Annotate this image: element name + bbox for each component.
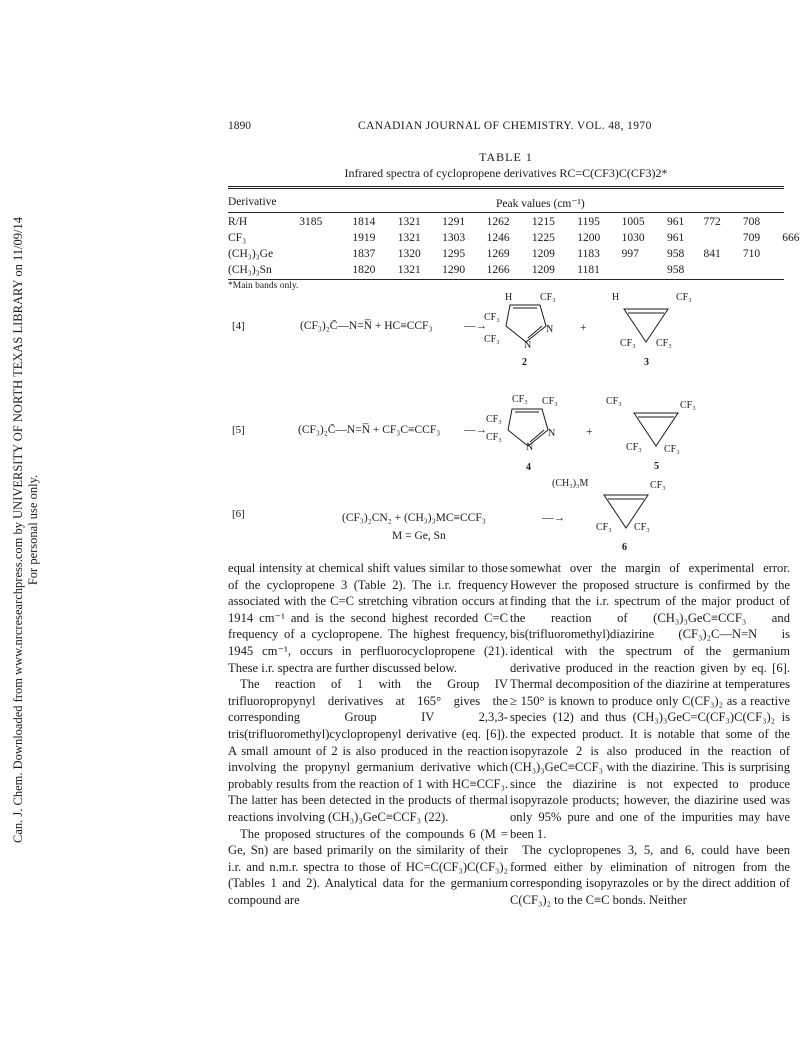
col-peaks-header: Peak values (cm⁻¹)	[496, 198, 585, 210]
compound-3-label: 3	[644, 357, 649, 368]
cmpd6-cf3-left: CF₃	[596, 522, 612, 533]
table-row	[228, 246, 812, 262]
peak-cell: 1225	[531, 232, 555, 244]
download-note: Can. J. Chem. Downloaded from www.nrcresearchpress.com by UNIVERSITY OF NORTH TEXAS LIBRARY on 11/09/14	[11, 217, 25, 843]
derivative-cell: (CH₃)₃Sn	[228, 264, 272, 276]
body-left-column	[228, 560, 508, 908]
peak-cell	[299, 246, 352, 262]
compound-5-label: 5	[654, 461, 659, 472]
running-header	[228, 120, 784, 136]
equation-5-reactants: (CF₃)₂C̄—N=N̅ + CF₃C≡CCF₃	[298, 424, 441, 436]
cmpd3-h: H	[612, 292, 620, 303]
peak-cell: 1919	[352, 232, 376, 244]
cmpd5-cf3-top-right: CF₃	[680, 400, 696, 411]
table-row	[228, 214, 812, 230]
peak-cell	[743, 262, 782, 278]
equation-6-arrow: —→	[542, 512, 565, 524]
cmpd5-cf3-left: CF₃	[626, 442, 642, 453]
peak-cell: 3185	[299, 216, 323, 228]
download-sidebar	[6, 150, 46, 910]
cmpd4-cf3-top-left: CF₃	[512, 394, 528, 405]
left-paragraph-1: equal intensity at chemical shift values similar to those of the cyclopropene 3 (Table 2). The i.r. frequency associated with the C=C stretching vibration occurs at 1914 cm⁻¹ and is the second highest recorded C=C frequency of a cyclopropene. The highest frequency, 1945 cm⁻¹, occurs in perfluorocyclopropene (21). These i.r. spectra are further discussed below.	[228, 561, 508, 675]
peak-cell: 1321	[397, 264, 421, 276]
peak-cell: 772	[703, 216, 721, 228]
peak-cell	[782, 262, 812, 278]
right-paragraph-1: somewhat over the margin of experimental error. However the proposed structure is confirmed by the finding that the i.r. spectrum of the major product of the reaction of (CH₃)₃GeC≡CCF₃ and bis(trifluoromethyl)diazirine (CF₃)₂C—N=N is identical with the spectrum of the germanium derivative produced in the reaction given by eq. [6]. Thermal decomposition of the diazirine at temperatures ≥ 150° is known to produce only C(CF₃)₂ as a reactive species (12) and thus (CH₃)₃GeC=C(CF₃)C(CF₃)₂ is the expected product. It is notable that some of the isopyrazole 2 is also produced in the reaction of (CH₃)₃GeC≡CCF₃ with the diazirine. This is surprising since the diazirine is not expected to produce isopyrazole products; however, the diazirine used was only 95% pure and one of the impurities may have been 1.	[510, 561, 790, 841]
peak-cell: 841	[703, 248, 721, 260]
peak-cell: 1181	[577, 264, 600, 276]
peak-cell: 1005	[621, 216, 645, 228]
derivative-cell: R/H	[228, 216, 248, 228]
cmpd6-cf3-top-right: CF₃	[650, 480, 666, 491]
table-top-rule-2	[228, 188, 784, 189]
table-top-rule	[228, 186, 784, 187]
table-caption: Infrared spectra of cyclopropene derivatives RC=C(CF3)C(CF3)2*	[344, 166, 668, 180]
peak-cell: 1295	[442, 248, 466, 260]
cmpd4-cf3-left1: CF₃	[486, 414, 502, 425]
peak-cell: 666	[782, 232, 800, 244]
journal-title: CANADIAN JOURNAL OF CHEMISTRY. VOL. 48, 1970	[358, 120, 652, 132]
equation-4-reactants: (CF₃)₂C̄—N=N̅ + HC≡CCF₃	[300, 320, 433, 332]
equation-number-5: [5]	[232, 424, 245, 436]
peak-cell: 1183	[577, 248, 600, 260]
cmpd4-n2: N	[526, 442, 534, 453]
peak-cell: 1209	[531, 248, 555, 260]
peak-cell	[299, 262, 352, 278]
cmpd3-cf3-right: CF₃	[656, 338, 672, 349]
derivative-cell: (CH₃)₃Ge	[228, 248, 274, 260]
peak-cell	[703, 262, 742, 278]
peak-cell: 1321	[397, 232, 421, 244]
table-footnote: *Main bands only.	[228, 281, 299, 291]
peak-cell: 1195	[577, 216, 600, 228]
peak-cell: 708	[742, 216, 761, 228]
equation-number-6: [6]	[232, 508, 245, 520]
equation-5-arrow: —→	[464, 424, 487, 436]
peak-cell: 1303	[442, 232, 466, 244]
table-header-rule	[228, 212, 784, 213]
cmpd2-cf3-left1: CF₃	[484, 312, 500, 323]
peak-cell: 958	[667, 264, 685, 276]
cmpd2-n1: N	[546, 324, 554, 335]
peak-cell: 1820	[352, 264, 376, 276]
peak-cell	[782, 246, 812, 262]
body-right-column	[510, 560, 790, 908]
left-paragraph-2: The reaction of 1 with the Group IV trifluoropropynyl derivatives at 165° gives the corresponding Group IV 2,3,3-tris(trifluoromethyl)cyclopropenyl derivative (eq. [6]). A small amount of 2 is also produced in the reaction involving the propynyl germanium derivative which probably results from the reaction of 1 with HC≡CCF₃. The latter has been detected in the products of thermal reactions involving (CH₃)₃GeC≡CCF₃ (22).	[228, 677, 508, 824]
page-number: 1890	[228, 120, 251, 132]
peak-cell	[782, 214, 812, 230]
cmpd2-n2: N	[524, 340, 532, 351]
left-paragraph-3: The proposed structures of the compounds 6 (M = Ge, Sn) are based primarily on the similarity of their i.r. and n.m.r. spectra to those of HC=C(CF₃)C(CF₃)₂ (Tables 1 and 2). Analytical data for the germanium compound are	[228, 826, 508, 907]
peak-cell: 997	[621, 248, 639, 260]
peak-cell: 961	[667, 216, 685, 228]
col-derivative-header: Derivative	[228, 196, 277, 208]
peak-cell: 1030	[621, 232, 645, 244]
peak-cell: 1321	[397, 216, 421, 228]
peak-cell: 1266	[486, 264, 510, 276]
compound-6-label: 6	[622, 542, 627, 553]
peak-cell: 710	[742, 248, 761, 260]
peak-cell: 1269	[486, 248, 510, 260]
equation-5-plus: +	[586, 426, 593, 438]
cmpd2-h: H	[505, 292, 513, 303]
peak-cell	[299, 230, 352, 246]
peak-cell: 958	[667, 248, 685, 260]
peak-cell: 1837	[352, 248, 376, 260]
equation-6-condition: M = Ge, Sn	[392, 530, 446, 542]
download-notice	[11, 150, 41, 910]
peak-cell: 1200	[577, 232, 601, 244]
peak-cell: 1215	[531, 216, 555, 228]
ir-table	[228, 214, 812, 278]
cmpd6-cf3-right: CF₃	[634, 522, 650, 533]
derivative-cell: CF₃	[228, 232, 247, 244]
right-paragraph-2: The cyclopropenes 3, 5, and 6, could have been formed either by elimination of nitrogen from the corresponding isopyrazoles or by the direct addition of C(CF₃)₂ to the C≡C bonds. Neither	[510, 843, 790, 907]
cmpd4-cf3-left2: CF₃	[486, 432, 502, 443]
peak-cell: 709	[742, 232, 761, 244]
cmpd3-cf3-left: CF₃	[620, 338, 636, 349]
compound-2-label: 2	[522, 357, 527, 368]
peak-cell: 1209	[531, 264, 555, 276]
peak-cell: 1262	[486, 216, 510, 228]
peak-cell: 961	[667, 232, 685, 244]
isopyrazole-2-ring	[500, 300, 560, 345]
compound-4-label: 4	[526, 462, 531, 473]
table-row	[228, 262, 812, 278]
cmpd4-n1: N	[548, 428, 556, 439]
cmpd2-cf3-top: CF₃	[540, 292, 556, 303]
cmpd2-cf3-left2: CF₃	[484, 334, 500, 345]
table-row	[228, 230, 812, 246]
cmpd5-cf3-top-left: CF₃	[606, 396, 622, 407]
cmpd3-cf3-top: CF₃	[676, 292, 692, 303]
peak-cell: 1814	[352, 216, 376, 228]
peak-cell: 1290	[442, 264, 466, 276]
cmpd5-cf3-right: CF₃	[664, 444, 680, 455]
cmpd4-cf3-top-right: CF₃	[542, 396, 558, 407]
peak-cell: 1320	[397, 248, 421, 260]
equation-number-4: [4]	[232, 320, 245, 332]
equation-4-arrow: —→	[464, 320, 487, 332]
peak-cell: 1246	[486, 232, 510, 244]
table-bottom-rule	[228, 279, 784, 280]
cmpd6-me3m: (CH₃)₃M	[552, 478, 589, 489]
table-label: TABLE 1	[479, 150, 533, 164]
equation-4-plus: +	[580, 322, 587, 334]
peak-cell	[622, 262, 667, 278]
personal-use-note: For personal use only.	[26, 474, 40, 586]
peak-cell: 1291	[442, 216, 466, 228]
equation-6-reactants: (CF₃)₂CN₂ + (CH₃)₃MC≡CCF₃	[342, 512, 486, 524]
peak-cell	[703, 230, 742, 246]
